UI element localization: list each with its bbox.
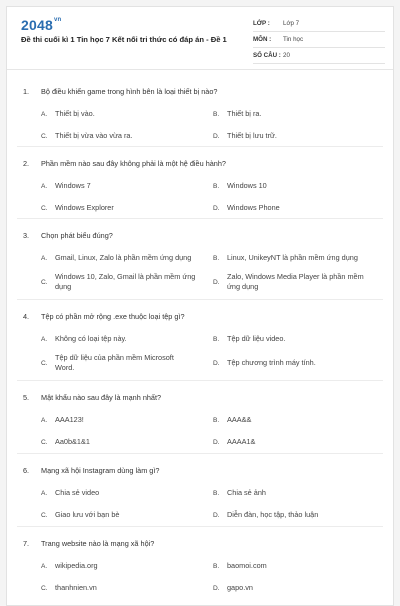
meta-row-subject (253, 32, 385, 48)
exam-meta (253, 16, 385, 64)
exam-page (6, 6, 394, 606)
option-c[interactable]: C. Windows 10, Zalo, Gmail là phần mềm ứng dụng (41, 272, 196, 291)
option-c[interactable]: C. Tệp dữ liệu của phần mềm Microsoft Word. (41, 353, 174, 372)
meta-value: 20 (283, 52, 290, 59)
meta-value: Tin học (283, 36, 304, 43)
exam-title: Đề thi cuối kì 1 Tin học 7 Kết nối tri thức có đáp án - Đề 1 (21, 35, 227, 44)
question-text: 4. Tệp có phần mở rộng .exe thuộc loại tệp gì? (23, 312, 185, 321)
option-d[interactable]: D. Windows Phone (213, 203, 280, 212)
option-b[interactable]: B. AAA&& (213, 415, 252, 424)
question-divider (17, 218, 383, 219)
option-a[interactable]: A. Windows 7 (41, 181, 91, 190)
logo-suffix: vn (53, 17, 62, 23)
option-b[interactable]: B. Thiết bị ra. (213, 109, 262, 118)
option-b[interactable]: B. baomoi.com (213, 561, 267, 570)
option-a[interactable]: A. wikipedia.org (41, 561, 98, 570)
option-c[interactable]: C. thanhnien.vn (41, 583, 97, 592)
meta-value: Lớp 7 (283, 20, 300, 27)
option-a[interactable]: A. Không có loại tệp này. (41, 334, 127, 343)
logo-text: 2048 (21, 17, 53, 33)
option-d[interactable]: D. Thiết bị lưu trữ. (213, 131, 277, 140)
meta-key: LỚP : (253, 20, 270, 27)
option-c[interactable]: C. Thiết bị vừa vào vừa ra. (41, 131, 133, 140)
meta-row-count (253, 48, 385, 64)
option-b[interactable]: B. Chia sẻ ảnh (213, 488, 266, 497)
option-b[interactable]: B. Tệp dữ liệu video. (213, 334, 286, 343)
question-divider (17, 453, 383, 454)
meta-key: SỐ CÂU : (253, 52, 281, 59)
option-c[interactable]: C. Giao lưu với bạn bè (41, 510, 120, 519)
exam-header (7, 7, 393, 70)
question-text: 6. Mạng xã hội Instagram dùng làm gì? (23, 466, 160, 475)
option-a[interactable]: A. AAA123! (41, 415, 84, 424)
option-a[interactable]: A. Gmail, Linux, Zalo là phần mềm ứng dụng (41, 253, 192, 262)
option-d[interactable]: D. gapo.vn (213, 583, 253, 592)
option-c[interactable]: C. Windows Explorer (41, 203, 114, 212)
meta-key: MÔN : (253, 36, 272, 43)
question-divider (17, 380, 383, 381)
question-text: 2. Phần mềm nào sau đây không phải là một hệ điều hành? (23, 159, 226, 168)
site-logo[interactable] (21, 17, 61, 33)
question-text: 5. Mật khẩu nào sau đây là mạnh nhất? (23, 393, 162, 402)
question-divider (17, 299, 383, 300)
option-d[interactable]: D. AAAA1& (213, 437, 256, 446)
question-text: 7. Trang website nào là mạng xã hội? (23, 539, 155, 548)
option-a[interactable]: A. Thiết bị vào. (41, 109, 95, 118)
question-text: 3. Chọn phát biểu đúng? (23, 231, 113, 240)
option-b[interactable]: B. Windows 10 (213, 181, 267, 190)
option-b[interactable]: B. Linux, UnikeyNT là phần mềm ứng dụng (213, 253, 358, 262)
meta-row-class (253, 16, 385, 32)
option-d[interactable]: D. Diễn đàn, học tập, thảo luận (213, 510, 319, 519)
option-c[interactable]: C. Aa0b&1&1 (41, 437, 90, 446)
option-d[interactable]: D. Tệp chương trình máy tính. (213, 358, 316, 367)
question-divider (17, 146, 383, 147)
question-text: 1. Bộ điều khiển game trong hình bên là loại thiết bị nào? (23, 87, 218, 96)
option-a[interactable]: A. Chia sẻ video (41, 488, 100, 497)
question-divider (17, 526, 383, 527)
option-d[interactable]: D. Zalo, Windows Media Player là phần mềm ứng dụng (213, 272, 364, 291)
